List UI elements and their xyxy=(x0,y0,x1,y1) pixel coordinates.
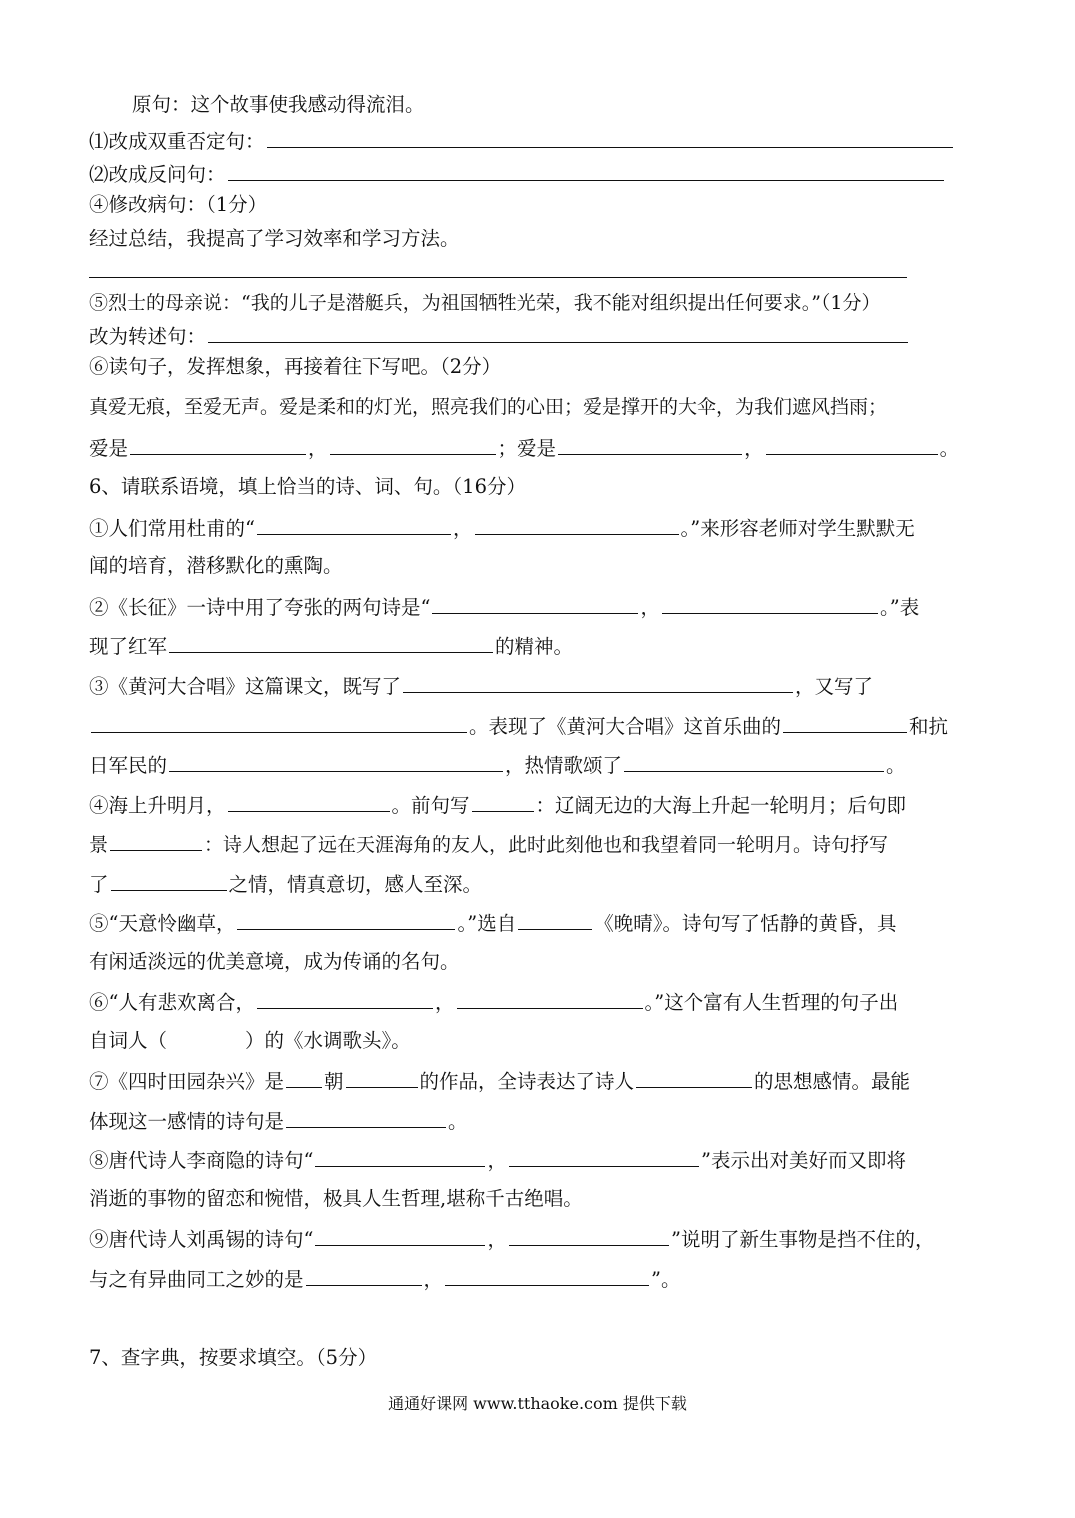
q6-5-blank-2[interactable] xyxy=(518,909,592,930)
q6-9-text-d: ”。 xyxy=(651,1268,681,1291)
period: 。 xyxy=(886,754,906,777)
q6-1-blank-2[interactable] xyxy=(475,514,679,535)
q6-6-text-c: 自词人（ xyxy=(89,1029,168,1052)
q6-7-text-a: ⑦《四时田园杂兴》是 xyxy=(89,1070,285,1093)
q6-8-text-b: ”表示出对美好而又即将 xyxy=(701,1149,906,1172)
q6-9-text-a: ⑨唐代诗人刘禹锡的诗句“ xyxy=(89,1228,314,1251)
love-b-label: 爱是 xyxy=(517,437,557,460)
comma: ， xyxy=(487,1228,507,1251)
q6-6-blank-2[interactable] xyxy=(457,988,643,1009)
q6-2-blank-2[interactable] xyxy=(662,593,878,614)
indirect-item xyxy=(89,322,989,350)
q6-7-text-d: 的思想感情。最能 xyxy=(754,1070,911,1093)
love-text: 真爱无痕，至爱无声。爱是柔和的灯光，照亮我们的心田；爱是撑开的大伞，为我们遮风挡雨； xyxy=(89,396,888,418)
comma: ， xyxy=(434,991,455,1014)
q6-3-blank-5[interactable] xyxy=(624,751,884,772)
love-a-label: 爱是 xyxy=(89,437,129,460)
period: 。 xyxy=(939,437,960,460)
q6-2-text-a: ②《长征》一诗中用了夸张的两句诗是“ xyxy=(89,596,431,619)
indirect-label: 改为转述句： xyxy=(89,325,207,348)
q6-item-6-cont xyxy=(89,1028,989,1054)
q6-4-text-f: 了 xyxy=(89,873,109,896)
q6-4-text-g: 之情，情真意切，感人至深。 xyxy=(228,873,483,896)
love-blank-3[interactable] xyxy=(558,434,742,455)
fix-sentence-blank[interactable] xyxy=(89,277,907,278)
comma: ， xyxy=(452,517,473,540)
q6-item-8 xyxy=(89,1146,989,1174)
quote-text: ⑤烈士的母亲说：“我的儿子是潜艇兵，为祖国牺牲光荣，我不能对组织提出任何要求。”（1分） xyxy=(89,292,881,314)
q6-7-text-b: 朝 xyxy=(324,1070,344,1093)
period: 。 xyxy=(448,1110,468,1133)
q6-4-blank-2[interactable] xyxy=(472,791,534,812)
q6-4-text-e: ：诗人想起了远在天涯海角的友人，此时此刻他也和我望着同一轮明月。诗句抒写 xyxy=(204,834,889,856)
q6-1-text-b: 。”来形容老师对学生默默无 xyxy=(680,517,915,540)
q6-item-3-cont2 xyxy=(89,751,989,779)
q6-8-text-c: 消逝的事物的留恋和惋惜，极具人生哲理,堪称千古绝唱。 xyxy=(89,1187,583,1210)
q6-9-blank-4[interactable] xyxy=(445,1265,649,1286)
q6-4-text-a: ④海上升明月， xyxy=(89,794,226,817)
q6-item-7-cont xyxy=(89,1107,989,1135)
q6-9-blank-3[interactable] xyxy=(306,1265,422,1286)
q6-7-text-e: 体现这一感情的诗句是 xyxy=(89,1110,285,1133)
rhetorical-item xyxy=(89,160,989,188)
indirect-blank[interactable] xyxy=(208,322,908,343)
q6-item-5 xyxy=(89,909,989,937)
love-blank-2[interactable] xyxy=(330,434,496,455)
love-continue xyxy=(89,434,989,462)
q6-9-text-b: ”说明了新生事物是挡不住的， xyxy=(671,1228,935,1251)
q6-7-blank-2[interactable] xyxy=(346,1067,418,1088)
q6-5-text-d: 有闲适淡远的优美意境，成为传诵的名句。 xyxy=(89,950,460,973)
q6-item-4 xyxy=(89,791,989,819)
q6-3-text-b: ，又写了 xyxy=(795,675,874,698)
love-blank-4[interactable] xyxy=(766,434,938,455)
q6-3-text-c: 。表现了《黄河大合唱》这首乐曲的 xyxy=(469,715,782,738)
comma: ， xyxy=(308,437,328,460)
q6-8-text-a: ⑧唐代诗人李商隐的诗句“ xyxy=(89,1149,314,1172)
q6-6-text-b: 。”这个富有人生哲理的句子出 xyxy=(644,991,899,1014)
comma: ， xyxy=(487,1149,507,1172)
q6-5-text-a: ⑤“天意怜幽草， xyxy=(89,912,236,935)
imagine-label: ⑥读句子，发挥想象，再接着往下写吧。（2分） xyxy=(89,355,502,378)
q6-5-text-b: 。”选自 xyxy=(457,912,517,935)
q6-2-text-c: 现了红军 xyxy=(89,635,168,658)
double-negative-blank[interactable] xyxy=(267,127,953,148)
q6-4-blank-4[interactable] xyxy=(111,870,227,891)
q6-item-6 xyxy=(89,988,989,1016)
q6-2-text-b: 。”表 xyxy=(880,596,920,619)
q6-3-text-e: 日军民的 xyxy=(89,754,168,777)
q6-item-2 xyxy=(89,593,989,621)
q6-3-blank-1[interactable] xyxy=(403,672,793,693)
q6-5-blank-1[interactable] xyxy=(237,909,455,930)
q6-7-blank-1[interactable] xyxy=(286,1067,322,1088)
q6-9-blank-1[interactable] xyxy=(315,1225,485,1246)
comma: ， xyxy=(744,437,764,460)
q6-3-text-f: ，热情歌颂了 xyxy=(505,754,623,777)
q6-item-3-cont xyxy=(89,712,989,740)
q6-1-blank-1[interactable] xyxy=(257,514,451,535)
q6-item-4-cont2 xyxy=(89,870,989,898)
q6-9-blank-2[interactable] xyxy=(509,1225,669,1246)
q6-item-3 xyxy=(89,672,989,700)
q6-9-text-c: 与之有异曲同工之妙的是 xyxy=(89,1268,304,1291)
rhetorical-blank[interactable] xyxy=(228,160,944,181)
q6-item-7 xyxy=(89,1067,989,1095)
q6-8-blank-1[interactable] xyxy=(315,1146,485,1167)
q6-4-text-c: ：辽阔无边的大海上升起一轮明月；后句即 xyxy=(535,794,907,817)
q6-4-blank-1[interactable] xyxy=(228,791,390,812)
rhetorical-label: ⑵改成反问句： xyxy=(89,163,226,186)
q6-2-text-d: 的精神。 xyxy=(495,635,574,658)
q6-4-blank-3[interactable] xyxy=(110,830,202,851)
fix-sentence-text: 经过总结，我提高了学习效率和学习方法。 xyxy=(89,227,460,250)
original-sentence: 原句：这个故事使我感动得流泪。 xyxy=(132,93,425,116)
q6-3-text-a: ③《黄河大合唱》这篇课文，既写了 xyxy=(89,675,402,698)
q6-item-1 xyxy=(89,514,989,542)
q6-3-blank-2[interactable] xyxy=(91,712,467,733)
double-negative-label: ⑴改成双重否定句： xyxy=(89,130,265,153)
q6-6-blank-1[interactable] xyxy=(257,988,433,1009)
q6-5-text-c: 《晚晴》。诗句写了恬静的黄昏，具 xyxy=(594,912,897,935)
semicolon: ； xyxy=(497,437,518,460)
q6-8-blank-2[interactable] xyxy=(509,1146,699,1167)
q6-7-text-c: 的作品，全诗表达了诗人 xyxy=(419,1070,635,1093)
q6-item-9 xyxy=(89,1225,989,1253)
q6-2-blank-3[interactable] xyxy=(169,632,493,653)
q6-1-text-a: ①人们常用杜甫的“ xyxy=(89,517,255,540)
q6-title: 6、请联系语境，填上恰当的诗、词、句。（16分） xyxy=(89,475,526,498)
comma: ， xyxy=(423,1268,444,1291)
double-negative-item xyxy=(89,127,989,155)
q6-6-text-a: ⑥“人有悲欢离合， xyxy=(89,991,255,1014)
q6-6-text-d: ）的《水调歌头》。 xyxy=(245,1029,411,1052)
q6-3-text-d: 和抗 xyxy=(909,715,949,738)
comma: ， xyxy=(640,596,660,619)
q6-3-blank-3[interactable] xyxy=(783,712,907,733)
q6-3-blank-4[interactable] xyxy=(169,751,503,772)
q7-title: 7、查字典，按要求填空。（5分） xyxy=(89,1346,378,1369)
q6-item-2-cont xyxy=(89,632,989,660)
q6-4-text-b: 。前句写 xyxy=(391,794,470,817)
q6-7-blank-3[interactable] xyxy=(636,1067,752,1088)
page-footer: 通通好课网 www.tthaoke.com 提供下载 xyxy=(388,1394,687,1413)
q6-2-blank-1[interactable] xyxy=(432,593,638,614)
love-blank-1[interactable] xyxy=(130,434,306,455)
q6-item-4-cont xyxy=(89,830,989,858)
q6-item-9-cont xyxy=(89,1265,989,1293)
q6-7-blank-4[interactable] xyxy=(286,1107,446,1128)
q6-4-text-d: 景 xyxy=(89,834,109,856)
q6-1-text-c: 闻的培育，潜移默化的熏陶。 xyxy=(89,554,343,577)
fix-sentence-label: ④修改病句：（1分） xyxy=(89,193,268,216)
